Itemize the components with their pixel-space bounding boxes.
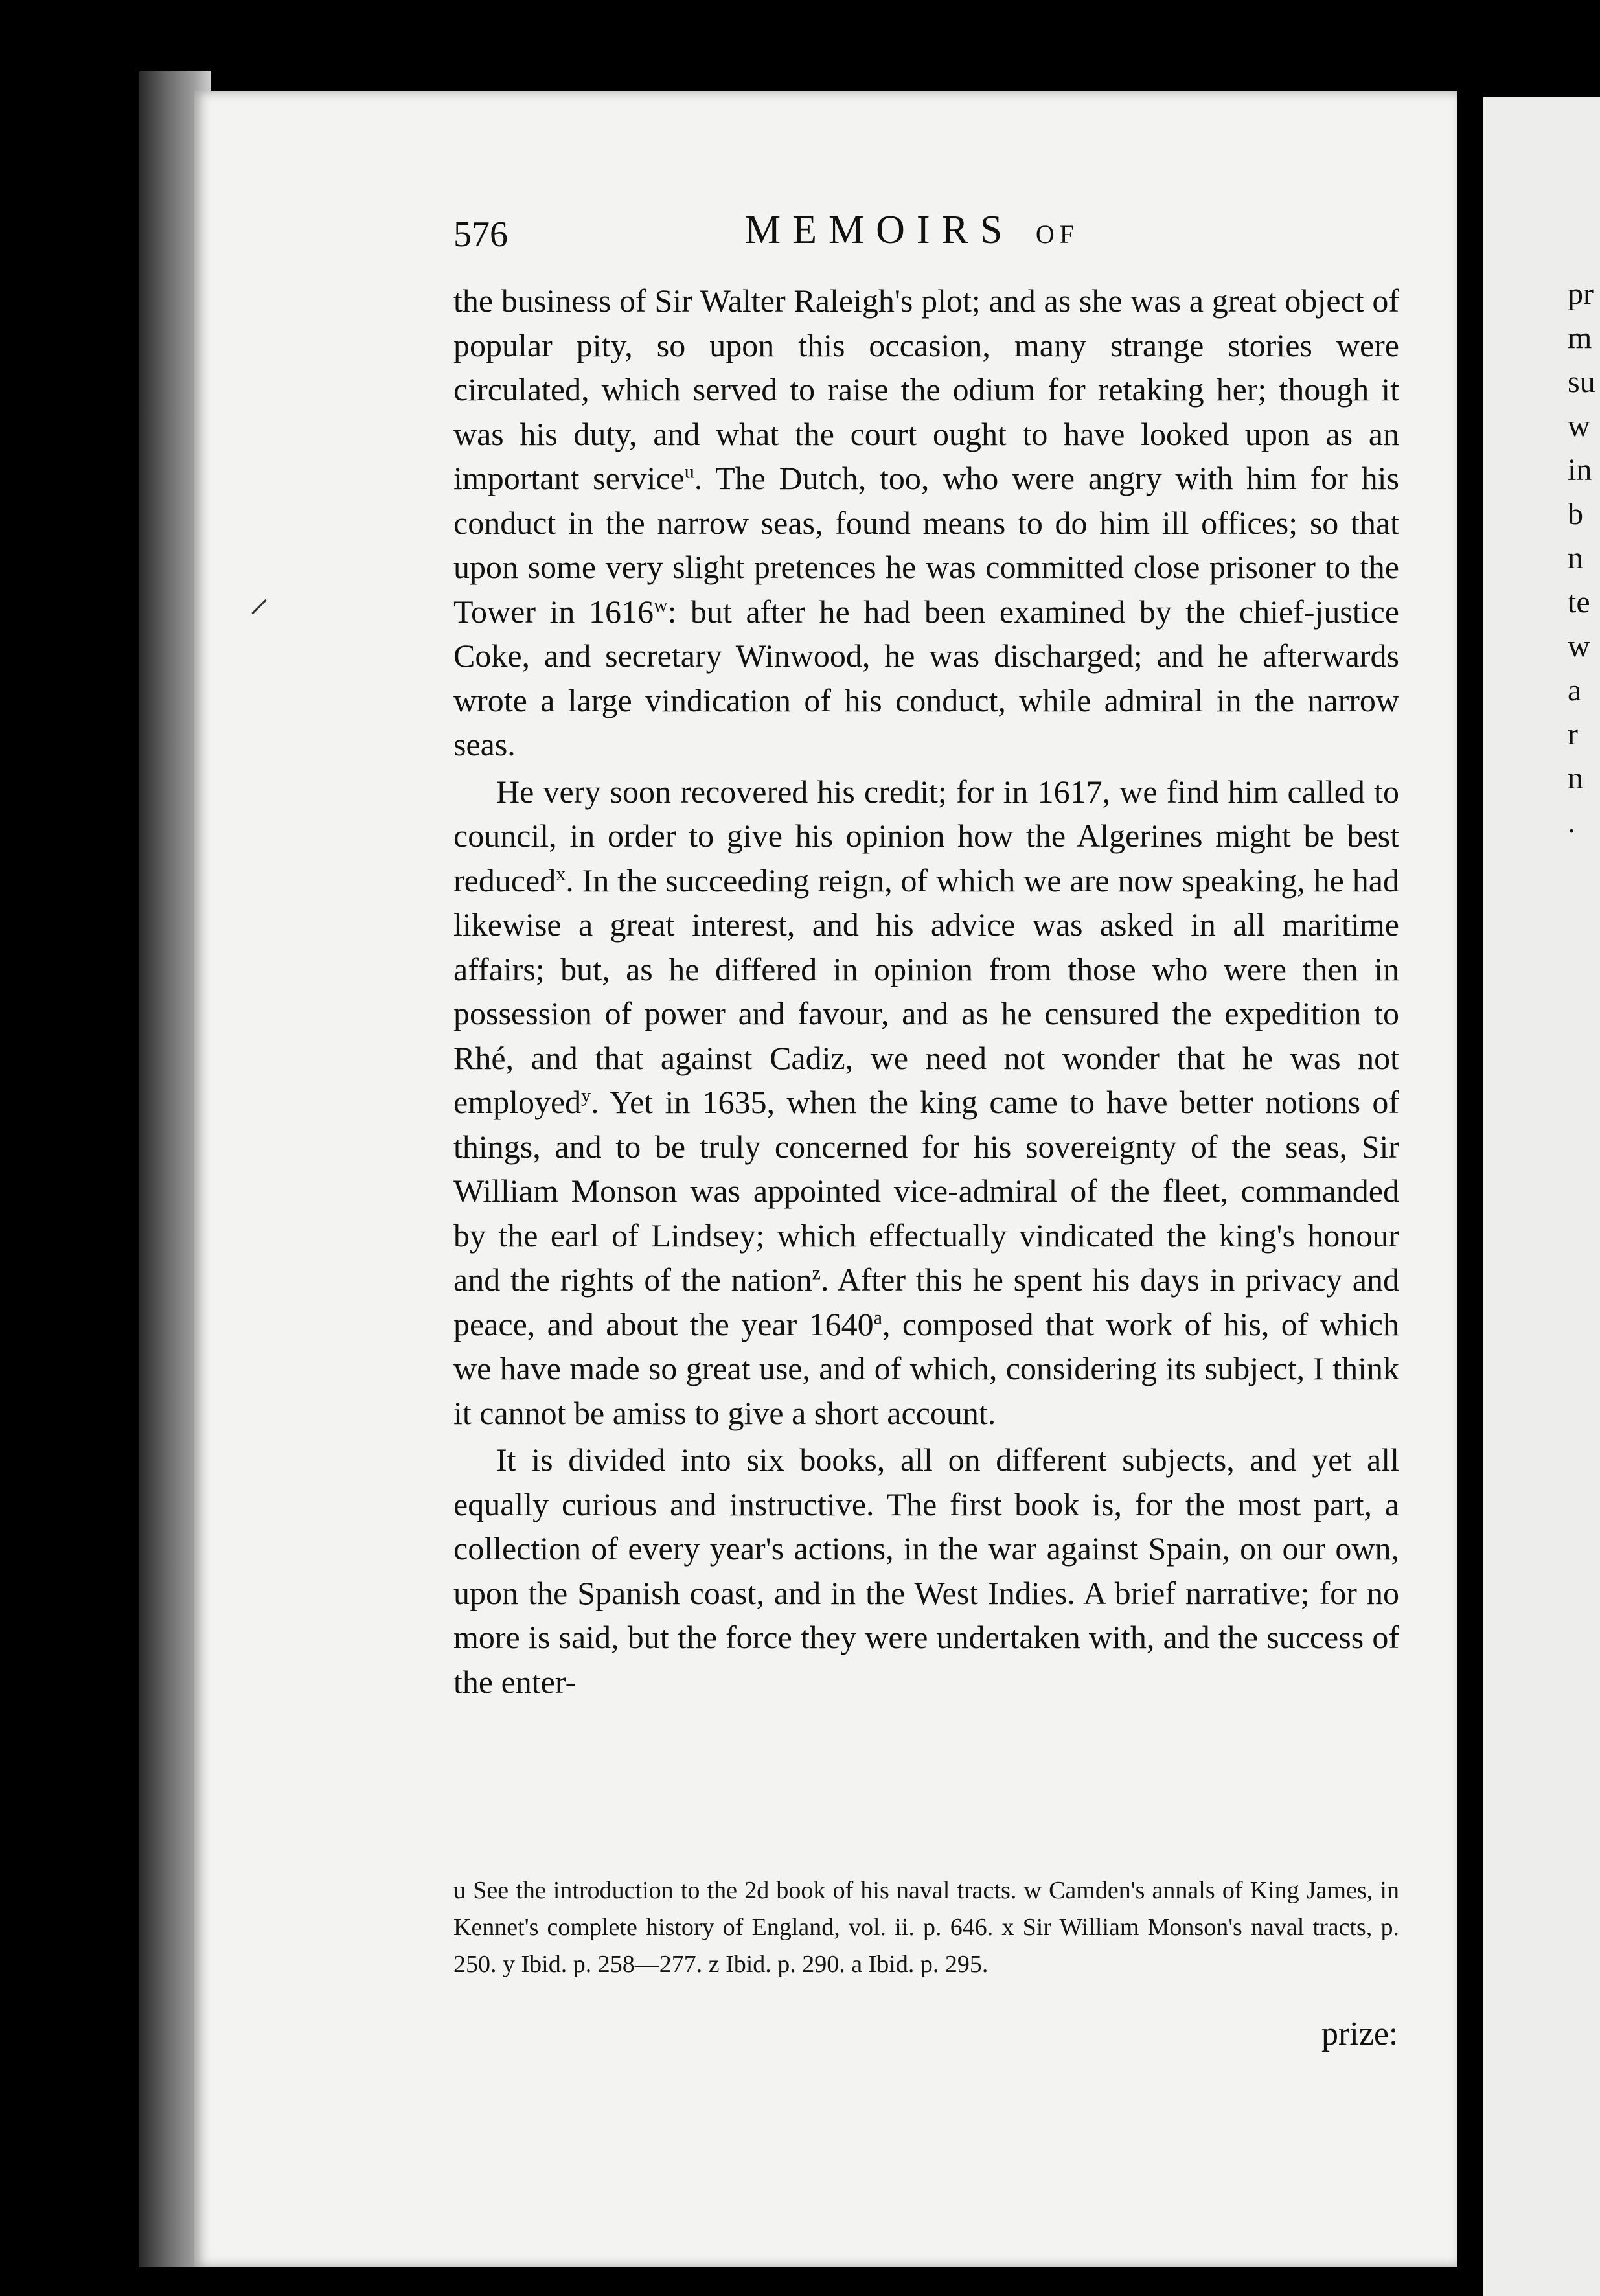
paragraph-1-start: the business of Sir Walter Raleigh's plot; and as she was a great object of popular pity, so upon this occasion, many strange stories were circulated, which served to raise the odium for retaking her; though it was his duty, and what the court ought to have looked upon as an important service [453, 282, 1399, 496]
paragraph-2 [453, 770, 1399, 1436]
footnote-marker: y [581, 1085, 591, 1107]
footnote-marker: x [556, 862, 566, 884]
footnote-marker: a [873, 1306, 882, 1328]
paragraph-2-text: . After this he spent his days in privacy and peace, and about the year 1640 [453, 1261, 1399, 1342]
fragment: . [1568, 805, 1575, 840]
fragment: n [1568, 541, 1583, 575]
paragraph-2-start: He very soon recovered his credit; for in 1617, we find him called to council, in order to give his opinion how the Algerines might be best reduced [453, 773, 1399, 899]
running-head [745, 207, 1079, 253]
paragraph-3: It is divided into six books, all on different subjects, and yet all equally curious and instructive. The first book is, for the most part, a collection of every year's actions, in the war against Spain, on our own, upon the Spanish coast, and in the West Indies. A brief narrative; for no more is said, but the force they were undertaken with, and the success of the enter- [453, 1441, 1399, 1700]
fragment: n [1568, 761, 1583, 796]
catchword: prize: [1321, 2015, 1399, 2052]
fragment: b [1568, 497, 1583, 531]
fragment: pr [1568, 277, 1594, 311]
paragraph-2-text: . Yet in 1635, when the king came to have better notions of things, and to be truly concerned for his sovereignty of the seas, Sir William Monson was appointed vice-admiral of the fleet, commanded by the earl of Lindsey; which effectually vindicated the king's honour and the rights of the nation [453, 1084, 1399, 1298]
paragraph-2-text: , composed that work of his, of which we have made so great use, and of which, considering its subject, I think it cannot be amiss to give a short account. [453, 1305, 1399, 1431]
paragraph-1-text: . The Dutch, too, who were angry with him for his conduct in the narrow seas, found means to do him ill offices; so that upon some very slight pretences he was committed close prisoner to the Tower in 1616 [453, 460, 1399, 630]
running-head-small: OF [1035, 220, 1080, 249]
running-head-main: MEMOIRS [745, 208, 1014, 252]
body-text [453, 279, 1399, 1704]
footnote-marker: u [684, 461, 694, 483]
fragment: w [1568, 629, 1590, 663]
fragment: in [1568, 453, 1592, 487]
fragment: te [1568, 585, 1590, 619]
footnote-marker: z [812, 1262, 821, 1284]
facing-page-fragments [1568, 272, 1600, 845]
footnotes [453, 1872, 1399, 1983]
fragment: a [1568, 673, 1582, 707]
fragment: w [1568, 409, 1590, 443]
footnote-marker: w [653, 593, 668, 615]
page-number: 576 [453, 214, 508, 255]
fragment: m [1568, 321, 1592, 355]
paragraph-2-text: . In the succeeding reign, of which we are now speaking, he had likewise a great interest, and his advice was asked in all maritime affairs; but, as he differed in opinion from those who were then in possession of power and favour, and as he censured the expedition to Rhé, and that against Cadiz, we need not wonder that he was not employed [453, 862, 1399, 1120]
fragment: r [1568, 717, 1578, 752]
footnote-block: u See the introduction to the 2d book of his naval tracts. w Camden's annals of King James, in Kennet's complete history of England, vol. ii. p. 646. x Sir William Monson's naval tracts, p. 250. y Ibid. p. 258—277. z Ibid. p. 290. a Ibid. p. 295. [453, 1877, 1399, 1978]
paragraph-1-text: : but after he had been examined by the chief-justice Coke, and secretary Winwood, he was discharged; and he afterwards wrote a large vindication of his conduct, while admiral in the narrow seas. [453, 593, 1399, 763]
fragment: su [1568, 365, 1595, 399]
paragraph-1 [453, 279, 1399, 767]
